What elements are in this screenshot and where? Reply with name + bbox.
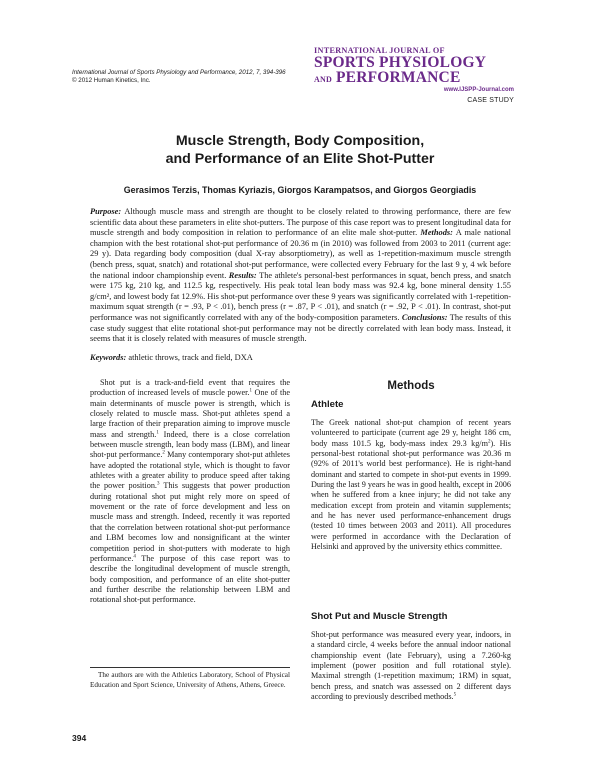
copyright-line: © 2012 Human Kinetics, Inc. [72, 77, 151, 84]
article-title [72, 133, 528, 168]
ref-4: 4 [133, 554, 136, 560]
athlete-heading: Athlete [311, 399, 344, 410]
ref-1: 1 [249, 388, 252, 394]
conclusions-label: Conclusions: [401, 312, 448, 322]
intro-text: This suggests that power production during rotational shot put might rely more on speed of movement or the rate of force development and less on muscle mass and strength. Indeed, recently it was reported that the correlation between rotational shot-put performance and LBM becomes low and nonsignificant at the winter competition period in shot-putters with moderate to high performance. [90, 481, 290, 563]
author-list: Gerasimos Terzis, Thomas Kyriazis, Giorgos Karampatsos, and Giorgos Georgiadis [123, 185, 477, 195]
journal-masthead [314, 46, 514, 87]
shotput-paragraph [311, 630, 511, 702]
masthead-line1: INTERNATIONAL JOURNAL OF [314, 46, 445, 55]
title-line2: and Performance of an Elite Shot-Putter [165, 150, 435, 167]
athlete-paragraph [311, 418, 511, 552]
abstract [90, 207, 511, 345]
masthead-line2: SPORTS PHYSIOLOGY [314, 54, 487, 71]
shotput-text: Shot-put performance was measured every year, indoors, in a standard circle, 4 weeks before the annual indoor national championship event (late February), using a 7.260-kg implement (power position and full rotational style). Maximal strength (1-repetition maximum; 1RM) in squat, bench press, and snatch was assessed on 2 different days according to previously described methods. [311, 630, 511, 702]
ref-2: 2 [162, 450, 165, 456]
superscript-2: 2 [487, 438, 491, 444]
keywords [90, 353, 253, 362]
intro-text: Indeed, there is a close correlation between muscle strength, lean body mass (LBM), and linear shot-put performance. [90, 429, 290, 460]
masthead-and: AND [314, 75, 332, 84]
athlete-text: The Greek national shot-put champion of recent years volunteered to participate (current age 29 y, height 186 cm, body mass 101.5 kg, body-mass index 29.3 kg/m [311, 418, 511, 448]
citation-line: International Journal of Sports Physiology and Performance, 2012, 7, 394-396 [72, 69, 286, 76]
intro-paragraph [90, 378, 290, 606]
purpose-text: Although muscle mass and strength are thought to be closely related to throwing performance, there are few scientific data about these parameters in elite shot-putters. The purpose of this case report was to present longitudinal data for muscle strength and body composition in relation to performance of an elite male shot-putter. [90, 207, 511, 238]
ref-1b: 1 [156, 429, 159, 435]
intro-text: Many contemporary shot-put athletes have adopted the rotational style, which is thought to favor athletes with a greater ability to produce speed after taking the power position. [90, 450, 290, 491]
methods-heading: Methods [387, 380, 435, 392]
keywords-text: athletic throws, track and field, DXA [126, 353, 253, 362]
purpose-label: Purpose: [90, 207, 122, 216]
ref-5: 5 [453, 692, 457, 698]
journal-url[interactable]: www.IJSPP-Journal.com [443, 87, 514, 93]
athlete-text: ). His personal-best rotational shot-put performance was 20.36 m (92% of 2011's world best performance). He is right-hand dominant and started to compete in shot-put events in 1999. During the last 9 years he was in good health, except in 2006 when he suffered from a knee injury; he did not take any medication except from protein and vitamin supplements; and he has never used performance-enhancement drugs (tested 10 times between 2003 and 2011). All procedures were performed in accordance with the Declaration of Helsinki and approved by the university ethics committee. [311, 438, 511, 552]
affiliation-footnote: The authors are with the Athletics Laboratory, School of Physical Education and Sport Science, University of Athens, Athens, Greece. [90, 671, 290, 689]
results-text: The athlete's personal-best performances in squat, bench press, and snatch were 175 kg, 210 kg, and 112.5 kg, respectively. His peak total lean body mass was 92.4 kg, bone mineral density 1.55 g/cm², and lowest body fat 12.9%. His shot-put performance over these 9 years was significantly correlated with 1-repetition-maximum squat strength (r = .93, P < .01), bench press (r = .87, P < .01), and snatch (r = .92, P < .01). In contrast, shot-put performance was not significantly correlated with any of the body-composition parameters. [90, 270, 511, 322]
page-number: 394 [72, 733, 87, 743]
intro-text: Shot put is a track-and-field event that requires the production of increased levels of muscle power. [90, 378, 290, 398]
intro-text: The purpose of this case report was to describe the longitudinal development of muscle strength, body composition, and performance of an elite shot-putter and further describe the relationship between LBM and rotational shot-put performance. [90, 553, 290, 605]
shotput-heading: Shot Put and Muscle Strength [311, 611, 448, 622]
masthead-line3 [314, 70, 514, 87]
journal-citation [72, 69, 352, 85]
ref-3: 3 [156, 481, 160, 487]
keywords-label: Keywords: [90, 353, 127, 362]
results-label: Results: [228, 270, 257, 280]
article-type: CASE STUDY [467, 97, 514, 104]
footnote-divider [90, 667, 290, 668]
methods-text: A male national champion with the best rotational shot-put performance of 20.36 m (in 2010) was followed from 2003 to 2011 (current age: 29 y). Data regarding body composition (dual X-ray absorptiometry), as well as 1-repetition-maximum muscle strength (bench press, squat, snatch) and rotational shot-put performance, were collected every February for the last 9 y, 4 wk before the national indoor championship event. [90, 228, 511, 280]
methods-label: Methods: [420, 228, 453, 238]
title-line1: Muscle Strength, Body Composition, [175, 133, 425, 149]
intro-text: One of the main determinants of muscle power is strength, which is closely related to muscle mass. Shot-put athletes spend a large fraction of their preparation aiming to improve muscle mass and strength. [90, 388, 290, 439]
masthead-performance: PERFORMANCE [336, 69, 461, 86]
conclusions-text: The results of this case study suggest that elite rotational shot-put performance may not be directly correlated with lean body mass. Instead, it seems that it is closely related with measures of muscle strength. [90, 312, 511, 344]
